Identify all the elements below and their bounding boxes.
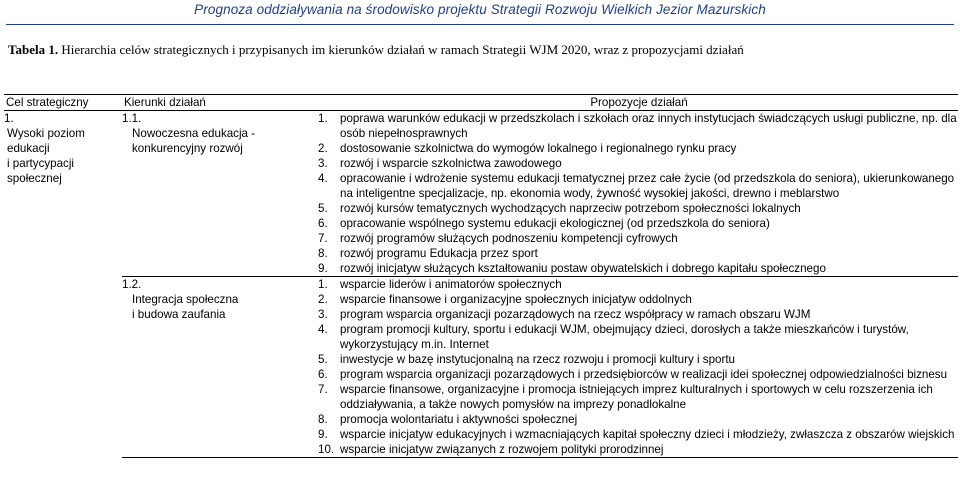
list-item: 4. program promocji kultury, sportu i edukacji WJM, obejmujący dzieci, dorosłych a także mieszkańców i turystów, wykorzystujący m.in. Internet <box>318 323 909 351</box>
direction-line: Nowoczesna edukacja - <box>132 127 256 140</box>
list-item: 7. wsparcie finansowe, organizacyjne i promocja istniejących imprez kulturalnych i sportowych w celu rozszerzenia ich oddziaływania, a także nowych pomysłów na imprezy ponadlokalne <box>318 383 933 411</box>
direction-number: 1.1. <box>122 112 142 125</box>
list-item: 5. rozwój kursów tematycznych wychodzących naprzeciw potrzebom społeczności lokalnych <box>318 202 801 215</box>
table-caption <box>8 42 744 58</box>
list-item: 5. inwestycje w bazę instytucjonalną na rzecz rozwoju i promocji kultury i sportu <box>318 353 735 366</box>
goal-line: i partycypacji <box>7 157 75 170</box>
goal-cell <box>4 111 122 458</box>
header-divider <box>6 24 954 25</box>
proposals-cell <box>318 111 958 277</box>
list-item: 9. rozwój inicjatyw służących kształtowaniu postaw obywatelskich i dobrego kapitału społecznego <box>318 262 826 275</box>
list-item: 3. program wsparcia organizacji pozarządowych na rzecz współpracy w ramach obszaru WJM <box>318 308 811 321</box>
proposals-cell <box>318 277 958 458</box>
proposal-list <box>318 111 958 276</box>
list-item: 8. rozwój programu Edukacja przez sport <box>318 247 538 260</box>
header-proposals: Propozycje działań <box>318 95 958 111</box>
goal-number: 1. <box>4 112 14 125</box>
table-header-row <box>4 95 958 111</box>
list-item: 7. rozwój programów służących podnoszeniu kompetencji cyfrowych <box>318 232 678 245</box>
direction-cell <box>122 277 318 458</box>
strategy-table <box>4 94 958 458</box>
direction-number: 1.2. <box>122 278 142 291</box>
proposal-list <box>318 277 958 457</box>
list-item: 8. promocja wolontariatu i aktywności społecznej <box>318 413 578 426</box>
direction-line: i budowa zaufania <box>132 308 226 321</box>
list-item: 1. poprawa warunków edukacji w przedszkolach i szkołach oraz innych instytucjach świadczących usługi publiczne, np. dla osób niepełnosprawnych <box>318 112 957 140</box>
list-item: 2. wsparcie finansowe i organizacyjne społecznych inicjatyw oddolnych <box>318 293 692 306</box>
direction-line: konkurencyjny rozwój <box>132 142 243 155</box>
list-item: 1. wsparcie liderów i animatorów społecznych <box>318 278 562 291</box>
list-item: 2. dostosowanie szkolnictwa do wymogów lokalnego i regionalnego rynku pracy <box>318 142 737 155</box>
list-item: 10. wsparcie inicjatyw związanych z rozwojem polityki prorodzinnej <box>318 443 664 456</box>
goal-line: społecznej <box>7 172 62 185</box>
list-item: 4. opracowanie i wdrożenie systemu edukacji tematycznej przez całe życie (od przedszkola do seniora), ukierunkowanego na inteligentne specjalizacje, np. ekonomia wody, żywność wysokiej jakości, drewno i meblarstwo <box>318 172 955 200</box>
caption-label: Tabela 1. <box>8 42 59 57</box>
goal-line: Wysoki poziom <box>7 127 85 140</box>
header-directions: Kierunki działań <box>122 95 318 111</box>
page-header-title: Prognoza oddziaływania na środowisko projektu Strategii Rozwoju Wielkich Jezior Mazurskich <box>194 2 766 17</box>
list-item: 9. wsparcie inicjatyw edukacyjnych i wzmacniających kapitał społeczny dzieci i młodzieży, zwłaszcza z obszarów wiejskich <box>318 428 955 441</box>
list-item: 6. program wsparcia organizacji pozarządowych i przedsiębiorców w realizacji idei społecznej odpowiedzialności biznesu <box>318 368 948 381</box>
goal-line: edukacji <box>7 142 50 155</box>
direction-line: Integracja społeczna <box>132 293 239 306</box>
list-item: 6. opracowanie wspólnego systemu edukacji ekologicznej (od przedszkola do seniora) <box>318 217 770 230</box>
table-row <box>4 277 958 458</box>
table-row <box>4 111 958 277</box>
list-item: 3. rozwój i wsparcie szkolnictwa zawodowego <box>318 157 562 170</box>
direction-cell <box>122 111 318 277</box>
header-strategic-goal: Cel strategiczny <box>4 95 122 111</box>
caption-text: Hierarchia celów strategicznych i przypisanych im kierunków działań w ramach Strategii WJM 2020, wraz z propozycjami działań <box>58 42 744 57</box>
